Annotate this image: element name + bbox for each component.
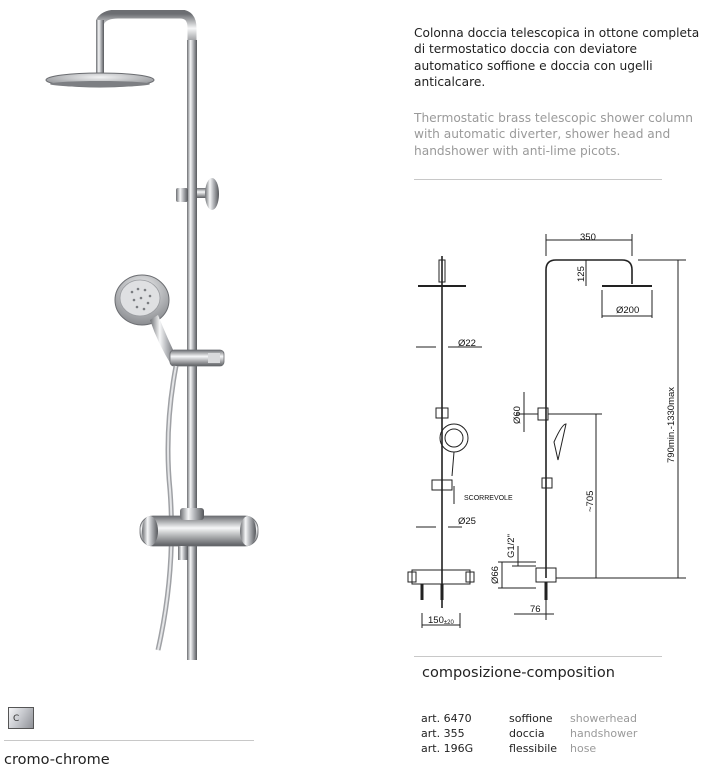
dim-bracket-diameter-label: Ø60 bbox=[512, 406, 523, 424]
item-name-english: hose bbox=[570, 742, 597, 755]
dim-head-drop-label: 125 bbox=[576, 266, 587, 282]
article-number: art. 6470 bbox=[421, 712, 472, 725]
divider-middle bbox=[414, 656, 662, 657]
dim-thermostat-diameter-label: Ø66 bbox=[490, 566, 501, 584]
dim-sliding-label: SCORREVOLE bbox=[464, 495, 513, 502]
finish-code: C bbox=[13, 714, 20, 724]
description-english: Thermostatic brass telescopic shower column with automatic diverter, shower head and handshower with anti-lime picots. bbox=[414, 111, 694, 158]
product-photo bbox=[40, 10, 300, 675]
composition-row bbox=[421, 741, 637, 756]
description-italian: Colonna doccia telescopica in ottone completa di termostatico doccia con deviatore automatico soffione e doccia con ugelli anticalcare. bbox=[414, 26, 700, 89]
divider-bottom bbox=[4, 740, 254, 741]
finish-swatch bbox=[8, 707, 34, 729]
dim-center-distance-label: 150±20 bbox=[428, 615, 454, 626]
article-number: art. 196G bbox=[421, 742, 474, 755]
dim-arm-length-label: 350 bbox=[580, 232, 596, 243]
dim-wall-distance-label: 76 bbox=[530, 604, 541, 615]
dim-pipe-bottom-label: Ø25 bbox=[458, 516, 476, 527]
composition-row bbox=[421, 711, 637, 726]
item-name-english: handshower bbox=[570, 727, 638, 740]
item-name-italian: doccia bbox=[509, 727, 545, 740]
item-name-italian: flessibile bbox=[509, 742, 558, 755]
dim-pipe-top-label: Ø22 bbox=[458, 338, 476, 349]
divider-top bbox=[414, 179, 662, 180]
composition-title: composizione-composition bbox=[422, 665, 615, 681]
article-number: art. 355 bbox=[421, 727, 465, 740]
item-name-italian: soffione bbox=[509, 712, 553, 725]
dim-thread-label: G1/2" bbox=[506, 534, 517, 558]
composition-row bbox=[421, 726, 637, 741]
composition-table bbox=[421, 711, 637, 756]
finish-name: cromo-chrome bbox=[4, 752, 110, 768]
dim-column-height-label: 790min.-1330max bbox=[666, 386, 677, 463]
item-name-english: showerhead bbox=[570, 712, 637, 725]
dim-bracket-height-label: ~705 bbox=[585, 490, 596, 512]
technical-drawing bbox=[406, 228, 710, 638]
dim-head-diameter-label: Ø200 bbox=[616, 305, 640, 316]
